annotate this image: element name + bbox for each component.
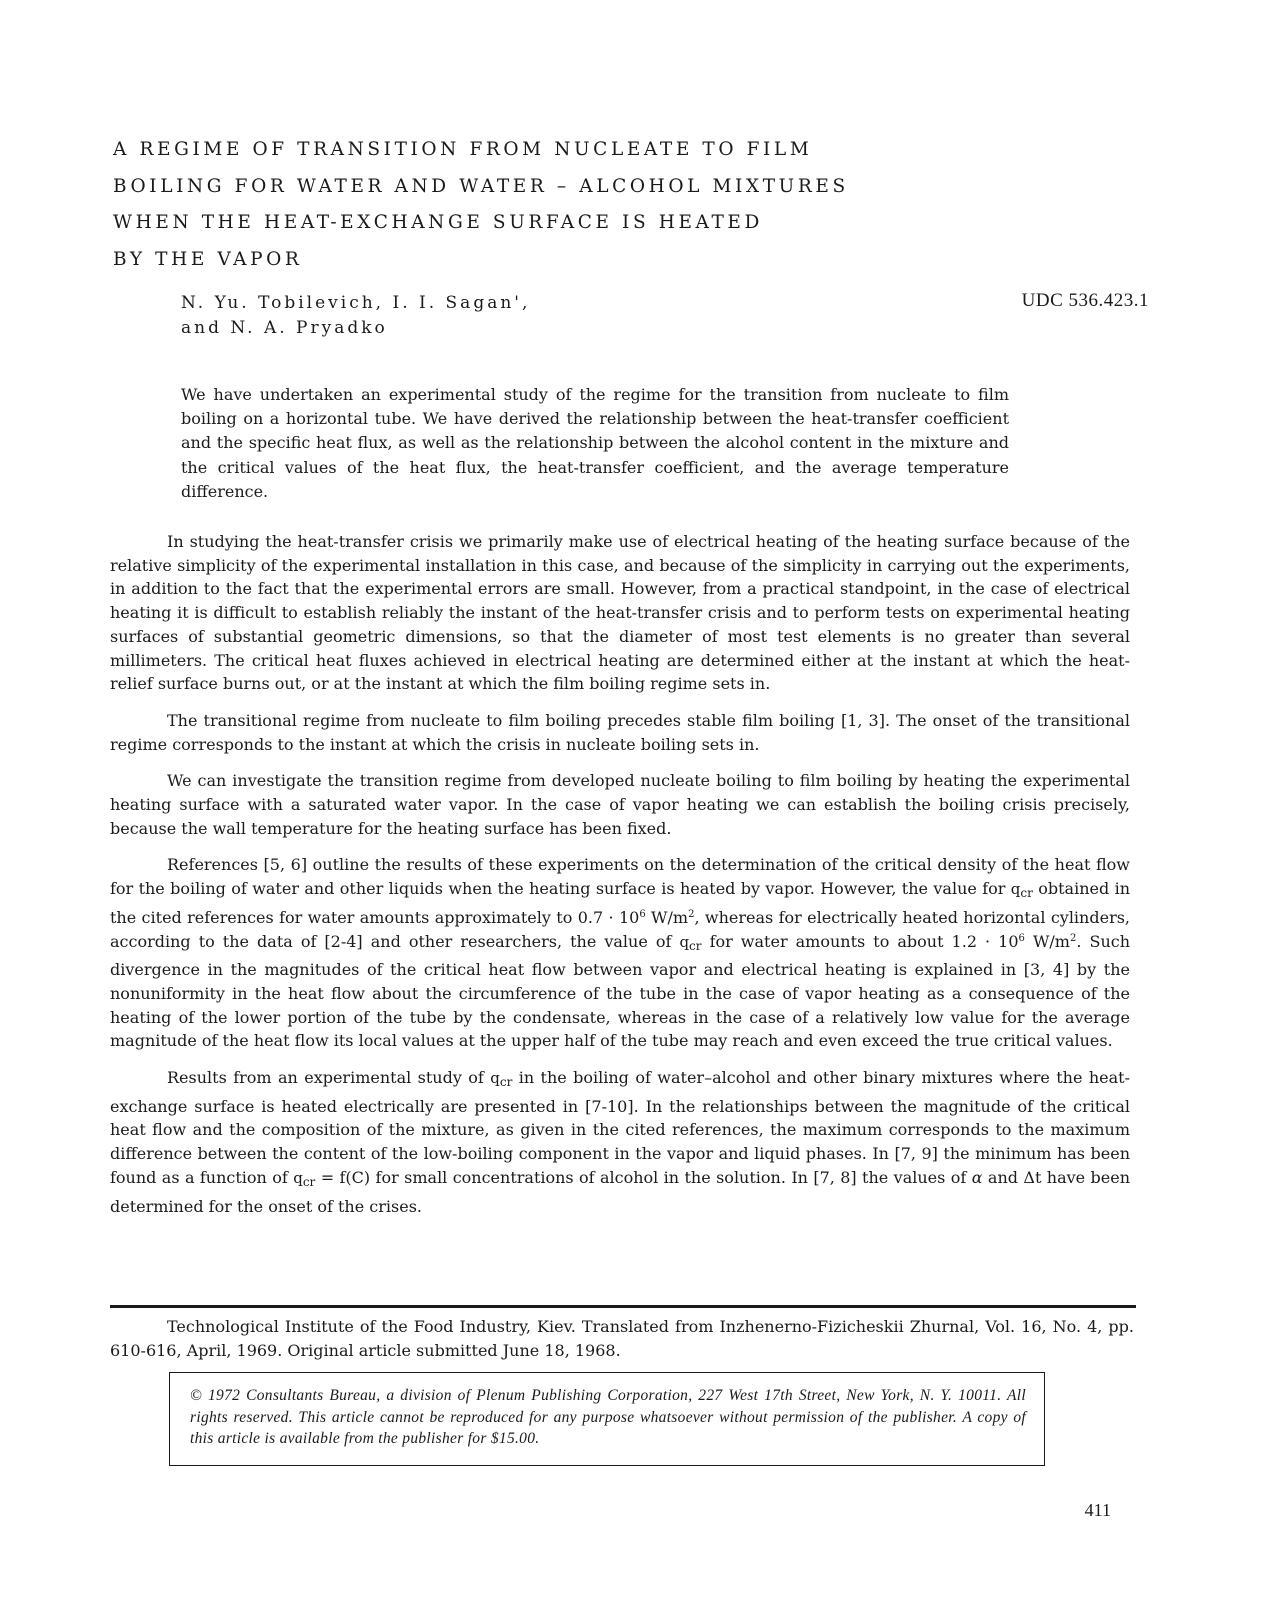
q-cr-symbol: $q_{cr}$	[1010, 880, 1033, 901]
text-run: Results from an experimental study of	[167, 1068, 484, 1088]
body-paragraph: We can investigate the transition regime from developed nucleate boiling to film boiling by heating the experimental heating surface with a saturated water vapor. In the case of vapor heating we can establish the boiling crisis precisely, because the wall temperature for the heating surface has been fixed.	[110, 771, 1130, 838]
q-cr-symbol: $q_{cr}$	[293, 1168, 316, 1189]
exponent: 2	[688, 908, 695, 920]
text-run: and Δt have been determined for the onset of the crises.	[110, 1167, 1131, 1216]
title-line: WHEN THE HEAT-EXCHANGE SURFACE IS HEATED	[113, 212, 763, 233]
text-run: = f(C) for small concentrations of alcohol in the solution. In [7, 8] the values of	[320, 1167, 967, 1187]
authors-line: N. Yu. Tobilevich, I. I. Sagan',	[181, 293, 531, 313]
footnote-rule	[110, 1305, 1136, 1308]
q-cr-symbol: $q_{cr}$	[679, 932, 702, 953]
text-run: References [5, 6] outline the results of these experiments on the determination of the critical density of the heat flow for the boiling of water and other liquids when the heating surface is heated by vapor. However, the value for	[110, 855, 1130, 899]
copyright-box: © 1972 Consultants Bureau, a division of Plenum Publishing Corporation, 227 West 17th Street, New York, N. Y. 10011. All rights reserved. This article cannot be reproduced for any purpose whatsoever without permission of the publisher. A copy of this article is available from the publisher for $15.00.	[169, 1372, 1045, 1466]
body-paragraph	[110, 853, 1130, 1053]
footnote	[110, 1315, 1134, 1363]
article-title	[113, 132, 1013, 278]
page-number: 411	[1084, 1500, 1111, 1520]
text-run: in the boiling of water–alcohol and other binary mixtures where the heat-exchange surface is heated electrically are presented in [7-10]. In the relationships between the magnitude of the critical heat flow and the composition of the mixture, as given in the cited references, the maximum corresponds to the maximum difference between the content of the low-boiling component in the vapor and liquid phases. In [7, 9] the minimum has been found as a function of	[110, 1068, 1130, 1187]
text-run: , whereas for electrically heated horizontal cylinders, according to the data of [2-4] and other researchers, the value of	[110, 907, 1131, 951]
text-run: W/m	[645, 907, 689, 927]
authors-line: and N. A. Pryadko	[181, 318, 388, 338]
title-line: BY THE VAPOR	[113, 248, 303, 270]
exponent: 6	[1018, 932, 1025, 944]
udc-code: UDC 536.423.1	[1021, 290, 1149, 311]
text-run: obtained in the cited references for water amounts approximately to 0.7 · 10	[110, 879, 1131, 927]
exponent: 2	[1069, 932, 1077, 944]
article-body	[110, 530, 1130, 1231]
body-paragraph: In studying the heat-transfer crisis we primarily make use of electrical heating of the heating surface because of the relative simplicity of the experimental installation in this case, and because of the simplicity in carrying out the experiments, in addition to the fact that the experimental errors are small. However, from a practical standpoint, in the case of electrical heating it is difficult to establish reliably the instant of the heat-transfer crisis and to perform tests on experimental heating surfaces of substantial geometric dimensions, so that the diameter of most test elements is no greater than several millimeters. The critical heat fluxes achieved in electrical heating are determined either at the instant at which the heat-relief surface burns out, or at the instant at which the film boiling regime sets in.	[110, 532, 1130, 694]
footnote-text: Technological Institute of the Food Industry, Kiev. Translated from Inzhenerno-Fizicheskii Zhurnal, Vol. 16, No. 4, pp. 610-616, April, 1969. Original article submitted June 18, 1968.	[110, 1317, 1134, 1360]
text-run: W/m	[1024, 931, 1070, 951]
authors	[181, 291, 530, 341]
body-paragraph	[110, 1066, 1130, 1218]
body-paragraph: The transitional regime from nucleate to film boiling precedes stable film boiling [1, 3]. The onset of the transitional regime corresponds to the instant at which the crisis in nucleate boiling sets in.	[110, 710, 1130, 754]
alpha-symbol: α	[971, 1167, 983, 1187]
title-line: BOILING FOR WATER AND WATER – ALCOHOL MIXTURES	[113, 175, 849, 197]
text-run: for water amounts to about 1.2 · 10	[709, 931, 1019, 951]
text-run: . Such divergence in the magnitudes of the critical heat flow between vapor and electrical heating is explained in [3, 4] by the nonuniformity in the heat flow about the circumference of the tube in the case of vapor heating as a consequence of the heating of the lower portion of the tube by the condensate, whereas in the case of a relatively low value for the average magnitude of the heat flow its local values at the upper half of the tube may reach and even exceed the true critical values.	[110, 931, 1131, 1051]
q-cr-symbol: $q_{cr}$	[490, 1069, 513, 1090]
title-line: A REGIME OF TRANSITION FROM NUCLEATE TO FILM	[113, 139, 813, 160]
abstract: We have undertaken an experimental study of the regime for the transition from nucleate to film boiling on a horizontal tube. We have derived the relationship between the heat-transfer coefficient and the specific heat flux, as well as the relationship between the alcohol content in the mixture and the critical values of the heat flux, the heat-transfer coefficient, and the average temperature difference.	[181, 385, 1009, 501]
exponent: 6	[639, 908, 646, 920]
